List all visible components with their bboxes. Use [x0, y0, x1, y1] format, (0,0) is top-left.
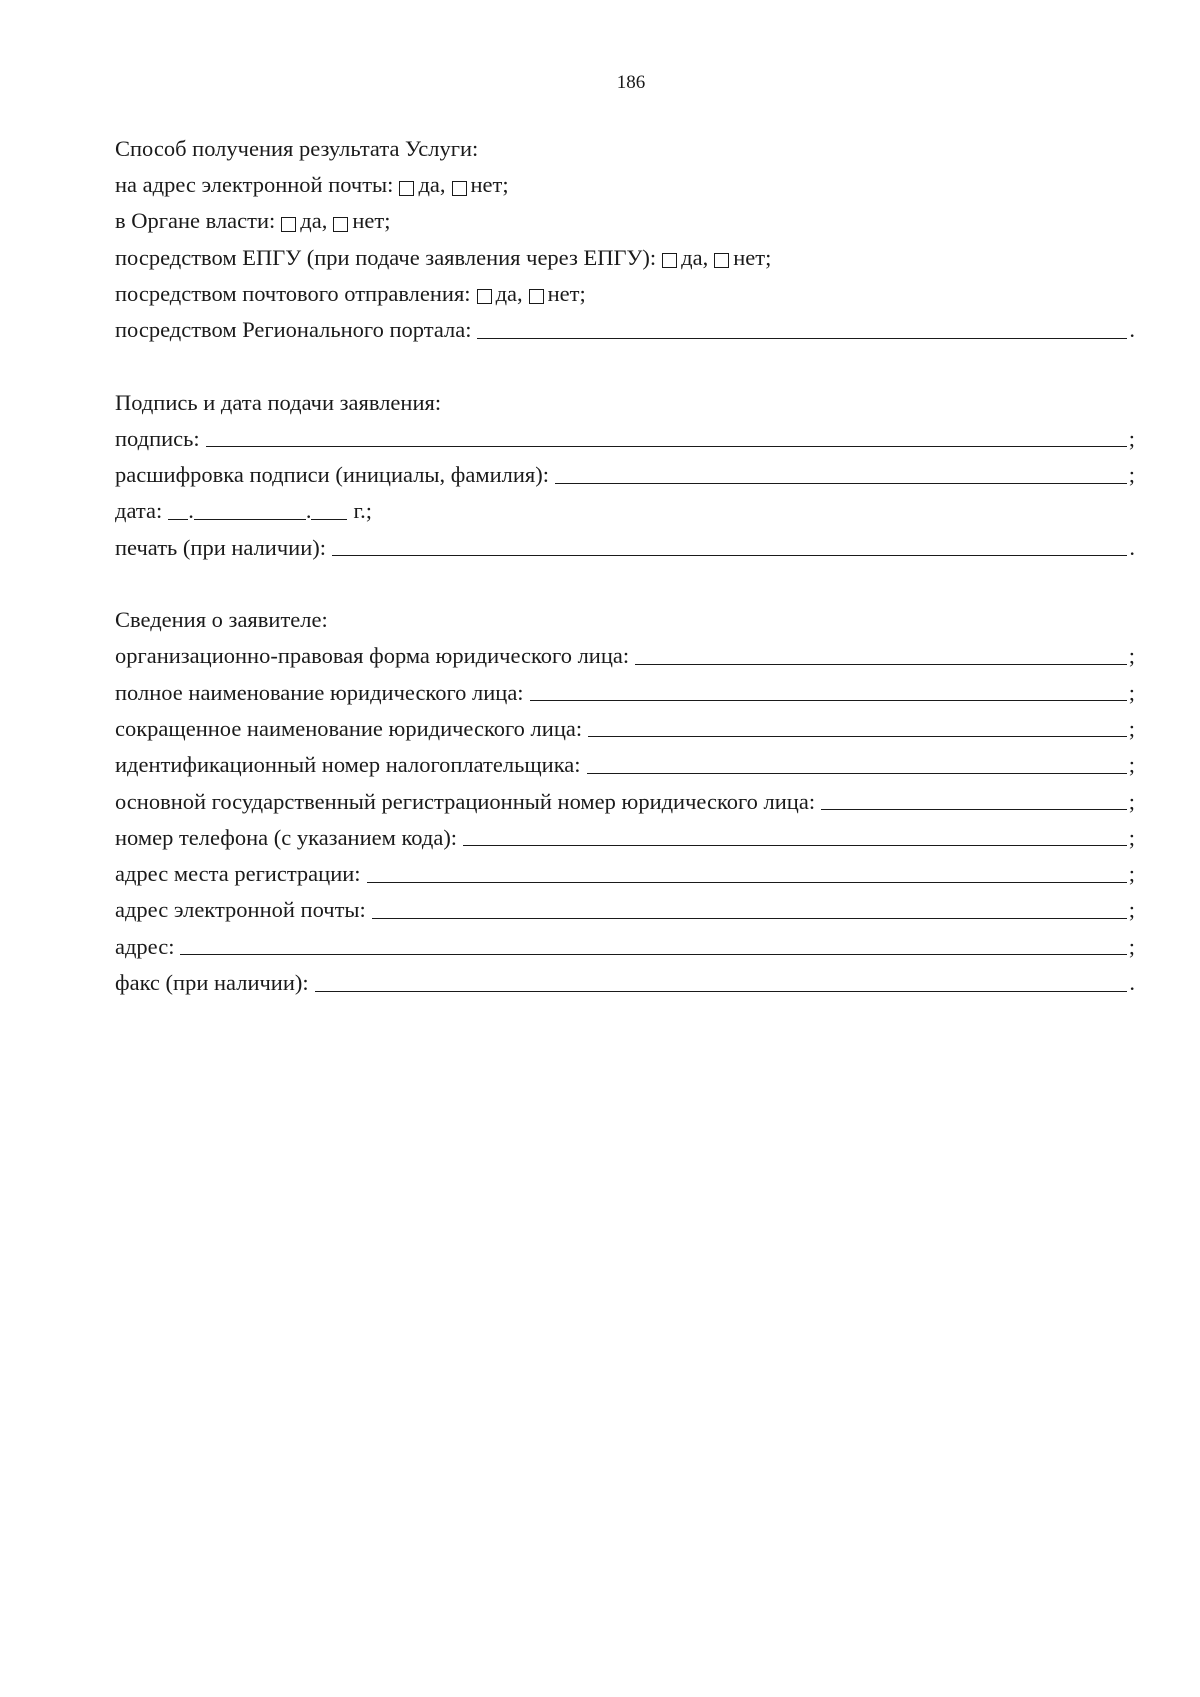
applicant-field-row — [115, 777, 1135, 813]
date-row — [115, 487, 1135, 523]
registration-address-field[interactable] — [367, 864, 1127, 883]
no-label: нет; — [352, 208, 391, 234]
field-label: номер телефона (с указанием кода): — [115, 824, 458, 850]
no-label: нет; — [547, 280, 586, 306]
field-label: адрес места регистрации: — [115, 861, 361, 887]
receipt-option-post — [115, 269, 1135, 305]
line-end: ; — [1128, 788, 1135, 814]
receipt-heading — [115, 124, 1135, 160]
receipt-option-email — [115, 160, 1135, 196]
line-end: ; — [1128, 643, 1135, 669]
signature-label: подпись: — [115, 425, 200, 451]
yes-label: да, — [300, 208, 328, 234]
applicant-field-row — [115, 668, 1135, 704]
applicant-field-row — [115, 922, 1135, 958]
line-end: . — [1129, 970, 1135, 996]
signature-decode-label: расшифровка подписи (инициалы, фамилия): — [115, 462, 550, 488]
field-label: адрес электронной почты: — [115, 897, 366, 923]
option-label: в Органе власти: — [115, 208, 276, 234]
checkbox-yes[interactable] — [662, 253, 677, 268]
field-label: факс (при наличии): — [115, 970, 309, 996]
receipt-option-authority — [115, 197, 1135, 233]
applicant-field-row — [115, 632, 1135, 668]
line-end: ; — [1128, 861, 1135, 887]
phone-field[interactable] — [463, 827, 1127, 846]
date-label: дата: — [115, 498, 163, 524]
signature-decode-field[interactable] — [555, 465, 1127, 484]
date-day-field[interactable] — [168, 501, 188, 520]
applicant-field-row — [115, 704, 1135, 740]
line-end: ; — [1128, 752, 1135, 778]
receipt-heading-text: Способ получения результата Услуги: — [115, 135, 479, 161]
yes-label: да, — [495, 280, 523, 306]
applicant-field-row — [115, 740, 1135, 776]
line-end: ; — [1128, 462, 1135, 488]
inn-field[interactable] — [587, 755, 1127, 774]
full-name-field[interactable] — [530, 682, 1127, 701]
date-month-field[interactable] — [194, 501, 306, 520]
checkbox-no[interactable] — [452, 181, 467, 196]
date-suffix: г.; — [353, 498, 373, 524]
checkbox-no[interactable] — [714, 253, 729, 268]
applicant-field-row — [115, 813, 1135, 849]
date-year-field[interactable] — [311, 501, 347, 520]
line-end: ; — [1128, 897, 1135, 923]
option-label: посредством ЕПГУ (при подаче заявления через ЕПГУ): — [115, 244, 657, 270]
applicant-field-row — [115, 958, 1135, 994]
signature-heading-text: Подпись и дата подачи заявления: — [115, 389, 442, 415]
no-label: нет; — [470, 172, 509, 198]
option-label: посредством Регионального портала: — [115, 317, 472, 343]
stamp-row — [115, 523, 1135, 559]
fax-field[interactable] — [315, 973, 1128, 992]
field-label: организационно-правовая форма юридического лица: — [115, 643, 630, 669]
line-end: . — [1129, 534, 1135, 560]
date-separator: . — [188, 498, 194, 524]
signature-heading — [115, 378, 1135, 414]
no-label: нет; — [733, 244, 772, 270]
applicant-field-row — [115, 849, 1135, 885]
page-number: 186 — [616, 72, 646, 93]
field-label: сокращенное наименование юридического лица: — [115, 715, 583, 741]
option-label: на адрес электронной почты: — [115, 172, 394, 198]
form-content — [115, 124, 1135, 995]
stamp-field[interactable] — [332, 537, 1127, 556]
checkbox-yes[interactable] — [281, 217, 296, 232]
email-field[interactable] — [372, 900, 1127, 919]
field-label: адрес: — [115, 933, 175, 959]
applicant-heading-text: Сведения о заявителе: — [115, 607, 328, 633]
line-end: . — [1129, 317, 1135, 343]
field-label: основной государственный регистрационный номер юридического лица: — [115, 788, 816, 814]
yes-label: да, — [418, 172, 446, 198]
field-label: полное наименование юридического лица: — [115, 679, 524, 705]
line-end: ; — [1128, 425, 1135, 451]
applicant-heading — [115, 595, 1135, 631]
field-label: идентификационный номер налогоплательщика: — [115, 752, 581, 778]
signature-row — [115, 414, 1135, 450]
receipt-option-epgu — [115, 233, 1135, 269]
legal-form-field[interactable] — [635, 646, 1127, 665]
portal-field[interactable] — [477, 320, 1127, 339]
checkbox-yes[interactable] — [399, 181, 414, 196]
address-field[interactable] — [180, 936, 1126, 955]
line-end: ; — [1128, 679, 1135, 705]
receipt-option-portal — [115, 305, 1135, 341]
short-name-field[interactable] — [588, 718, 1127, 737]
signature-decode-row — [115, 450, 1135, 486]
line-end: ; — [1128, 824, 1135, 850]
signature-field[interactable] — [206, 428, 1127, 447]
date-separator: . — [305, 498, 312, 524]
checkbox-no[interactable] — [333, 217, 348, 232]
checkbox-yes[interactable] — [477, 289, 492, 304]
option-label: посредством почтового отправления: — [115, 280, 471, 306]
applicant-field-row — [115, 886, 1135, 922]
stamp-label: печать (при наличии): — [115, 534, 326, 560]
line-end: ; — [1128, 933, 1135, 959]
ogrn-field[interactable] — [821, 791, 1127, 810]
line-end: ; — [1128, 715, 1135, 741]
yes-label: да, — [681, 244, 709, 270]
checkbox-no[interactable] — [529, 289, 544, 304]
